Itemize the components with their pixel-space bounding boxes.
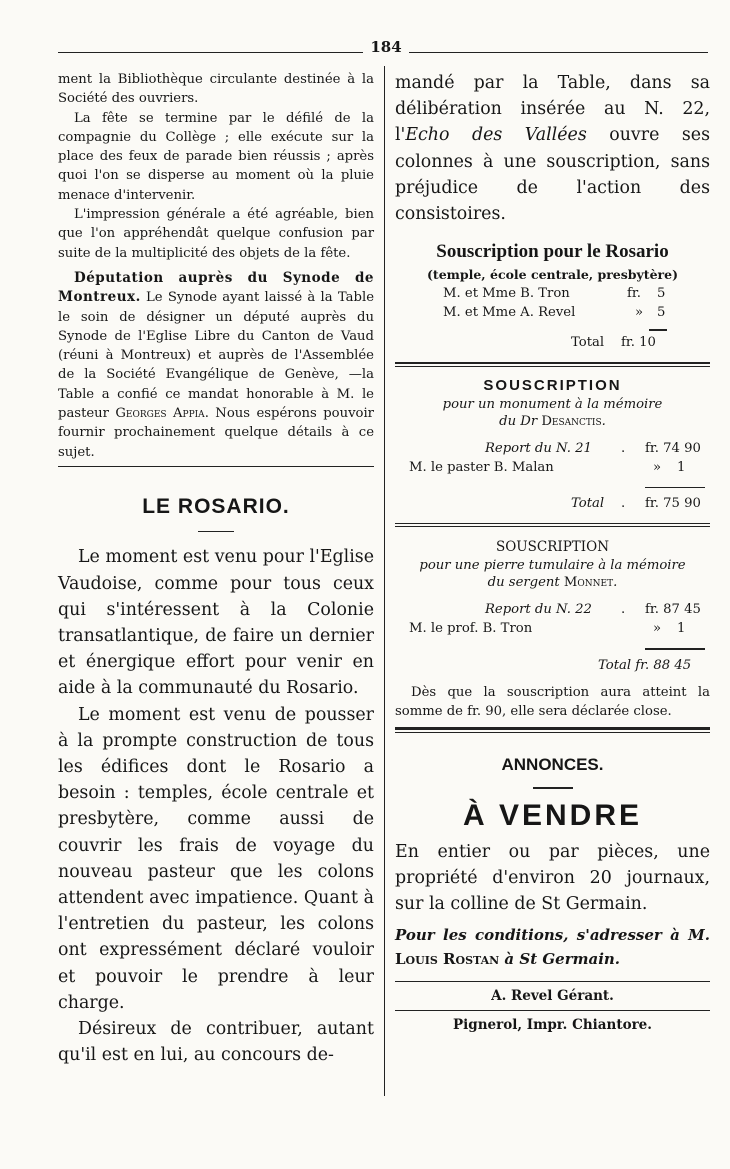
- paragraph-impression: L'impression générale a été agréable, bien que l'on appréhendât quelque confusion par suite de la multiplicité des objets de la fête.: [58, 207, 374, 261]
- total-value: fr. 75 90: [645, 496, 701, 512]
- amount: 1: [677, 621, 686, 637]
- subscription-row: [395, 286, 710, 305]
- currency: »: [635, 305, 644, 321]
- deputation-name: Georges Appia: [115, 406, 205, 422]
- continuation-paragraph: [395, 70, 710, 227]
- paragraph-deputation: [58, 269, 374, 462]
- total-row: [395, 658, 710, 677]
- rosario-subscription-subtitle: (temple, école centrale, presbytère): [427, 267, 678, 283]
- header-rule-left: [58, 52, 363, 53]
- title-dash: [533, 787, 573, 789]
- section-rule: [395, 727, 710, 730]
- contact-name: Louis Rostan: [395, 950, 500, 969]
- conditions-text: Pour les conditions, s'adresser à M. Louis Rostan à St Germain.: [395, 926, 710, 969]
- section-rule: [395, 732, 710, 733]
- subscription-row: [395, 305, 710, 324]
- section-rule: [58, 466, 374, 467]
- report-value: fr. 87 45: [645, 602, 701, 618]
- rosario-paragraph-2: Le moment est venu de pousser à la prompte construction de tous les édifices dont le Rosario a besoin : temples, école centrale et presbytère, comme aussi de couvrir les frais de voyage du nouveau pasteur que les colons attendent avec impatience. Quant à l'entretien du pasteur, les colons ont expressément déclaré vouloir et pouvoir le prendre à leur charge.: [58, 704, 374, 1013]
- gerant-line: A. Revel Gérant.: [491, 988, 614, 1005]
- section-rule: [395, 362, 710, 364]
- report-label: Report du N. 21: [485, 440, 592, 456]
- total-value: fr. 10: [621, 334, 656, 350]
- honoree-name: Monnet: [563, 575, 614, 591]
- continuation-text-b: ouvre ses colonnes à une souscription, sans préjudice de l'action des consistoires.: [395, 125, 710, 225]
- donor-name: M. le paster B. Malan: [409, 459, 554, 475]
- deputation-text-a: Le Synode ayant laissé à la Table le soin de désigner un député auprès du Synode de l'Eglise Libre du Canton de Vaud (réuni à Montreux) et auprès de l'Assemblée de la Société Evangélique de Genève, —la Table a confié ce mandat honorable à M. le pasteur: [58, 290, 374, 422]
- header-rule-right: [409, 52, 708, 53]
- rosario-paragraph-1: Le moment est venu pour l'Eglise Vaudoise, comme pour tous ceux qui s'intéressent à la Colonie transatlantique, de faire un dernier et énergique effort pour venir en aide à la communauté du Rosario.: [58, 547, 374, 699]
- monnet-line-2: du sergent Monnet.: [487, 575, 618, 591]
- deputation-heading: Députation auprès du Synode de Montreux.: [58, 269, 374, 306]
- subscription-row: [395, 460, 710, 479]
- title-dash: [198, 531, 234, 533]
- monnet-subscription-title: SOUSCRIPTION: [495, 539, 610, 556]
- desanctis-subscription-title: SOUSCRIPTION: [483, 376, 622, 394]
- total-label: Total: [571, 496, 605, 512]
- imprimerie-line: Pignerol, Impr. Chiantore.: [453, 1017, 652, 1034]
- deputation-text-b: . Nous espérons pouvoir fournir prochainement quelque détails à ce sujet.: [58, 406, 374, 460]
- continuation-text-a: mandé par la Table, dans sa délibération insérée au N. 22, l': [395, 73, 710, 146]
- report-row: Report du N. 22 . fr. 87 45: [485, 602, 701, 618]
- section-rule: [395, 526, 710, 527]
- total-row: [395, 335, 710, 354]
- annonces-title: ANNONCES.: [501, 755, 604, 775]
- amount: 5: [657, 305, 666, 321]
- report-row: Report du N. 21 . fr. 74 90: [485, 440, 701, 456]
- footer-rule: [395, 1010, 710, 1011]
- honoree-name: Desanctis: [541, 413, 602, 429]
- column-divider: [384, 66, 385, 1096]
- page-number: 184: [370, 38, 402, 56]
- desanctis-line-1: pour un monument à la mémoire: [442, 396, 663, 412]
- footer-rule: [395, 981, 710, 982]
- amount: 5: [657, 286, 666, 302]
- total-value: Total fr. 88 45: [598, 657, 692, 673]
- currency: fr.: [627, 286, 641, 302]
- paragraph-bibliotheque: ment la Bibliothèque circulante destinée à la Société des ouvriers.: [58, 72, 374, 107]
- amount: 1: [677, 459, 686, 475]
- sum-rule: [645, 487, 705, 489]
- vendre-text: En entier ou par pièces, une propriété d'environ 20 journaux, sur la colline de St Germain.: [395, 841, 710, 915]
- left-column: [58, 70, 374, 1069]
- donor-name: M. et Mme A. Revel: [443, 305, 576, 321]
- report-label: Report du N. 22: [485, 602, 592, 618]
- paragraph-fete: La fête se termine par le défilé de la compagnie du Collège ; elle exécute sur la place des feux de parade bien réussis ; après quoi l'on se disperse au moment où la pluie menace d'intervenir.: [58, 110, 374, 203]
- right-column: [395, 70, 710, 1033]
- subscription-row: [395, 621, 710, 640]
- section-rule: [395, 523, 710, 524]
- closing-note: Dès que la souscription aura atteint la somme de fr. 90, elle sera déclarée close.: [395, 684, 710, 720]
- total-label: Total: [571, 334, 605, 350]
- desanctis-line-2: du Dr Desanctis.: [499, 413, 606, 429]
- a-vendre-title: À VENDRE: [462, 798, 643, 832]
- monnet-line-1: pour une pierre tumulaire à la mémoire: [419, 558, 686, 574]
- journal-name: Echo des Vallées: [405, 125, 587, 146]
- donor-name: M. le prof. B. Tron: [409, 621, 533, 637]
- total-row: Total . fr. 75 90: [571, 496, 701, 512]
- report-value: fr. 74 90: [645, 440, 701, 456]
- rosario-title: LE ROSARIO.: [142, 494, 290, 518]
- rosario-subscription-title: Souscription pour le Rosario: [436, 241, 669, 263]
- currency: »: [653, 459, 662, 475]
- rosario-paragraph-3: Désireux de contribuer, autant qu'il est en lui, au concours de-: [58, 1019, 374, 1066]
- page-header: [58, 38, 708, 58]
- donor-name: M. et Mme B. Tron: [443, 286, 570, 302]
- sum-rule: [649, 329, 667, 331]
- sum-rule: [645, 648, 705, 650]
- section-rule: [395, 366, 710, 367]
- currency: »: [653, 621, 662, 637]
